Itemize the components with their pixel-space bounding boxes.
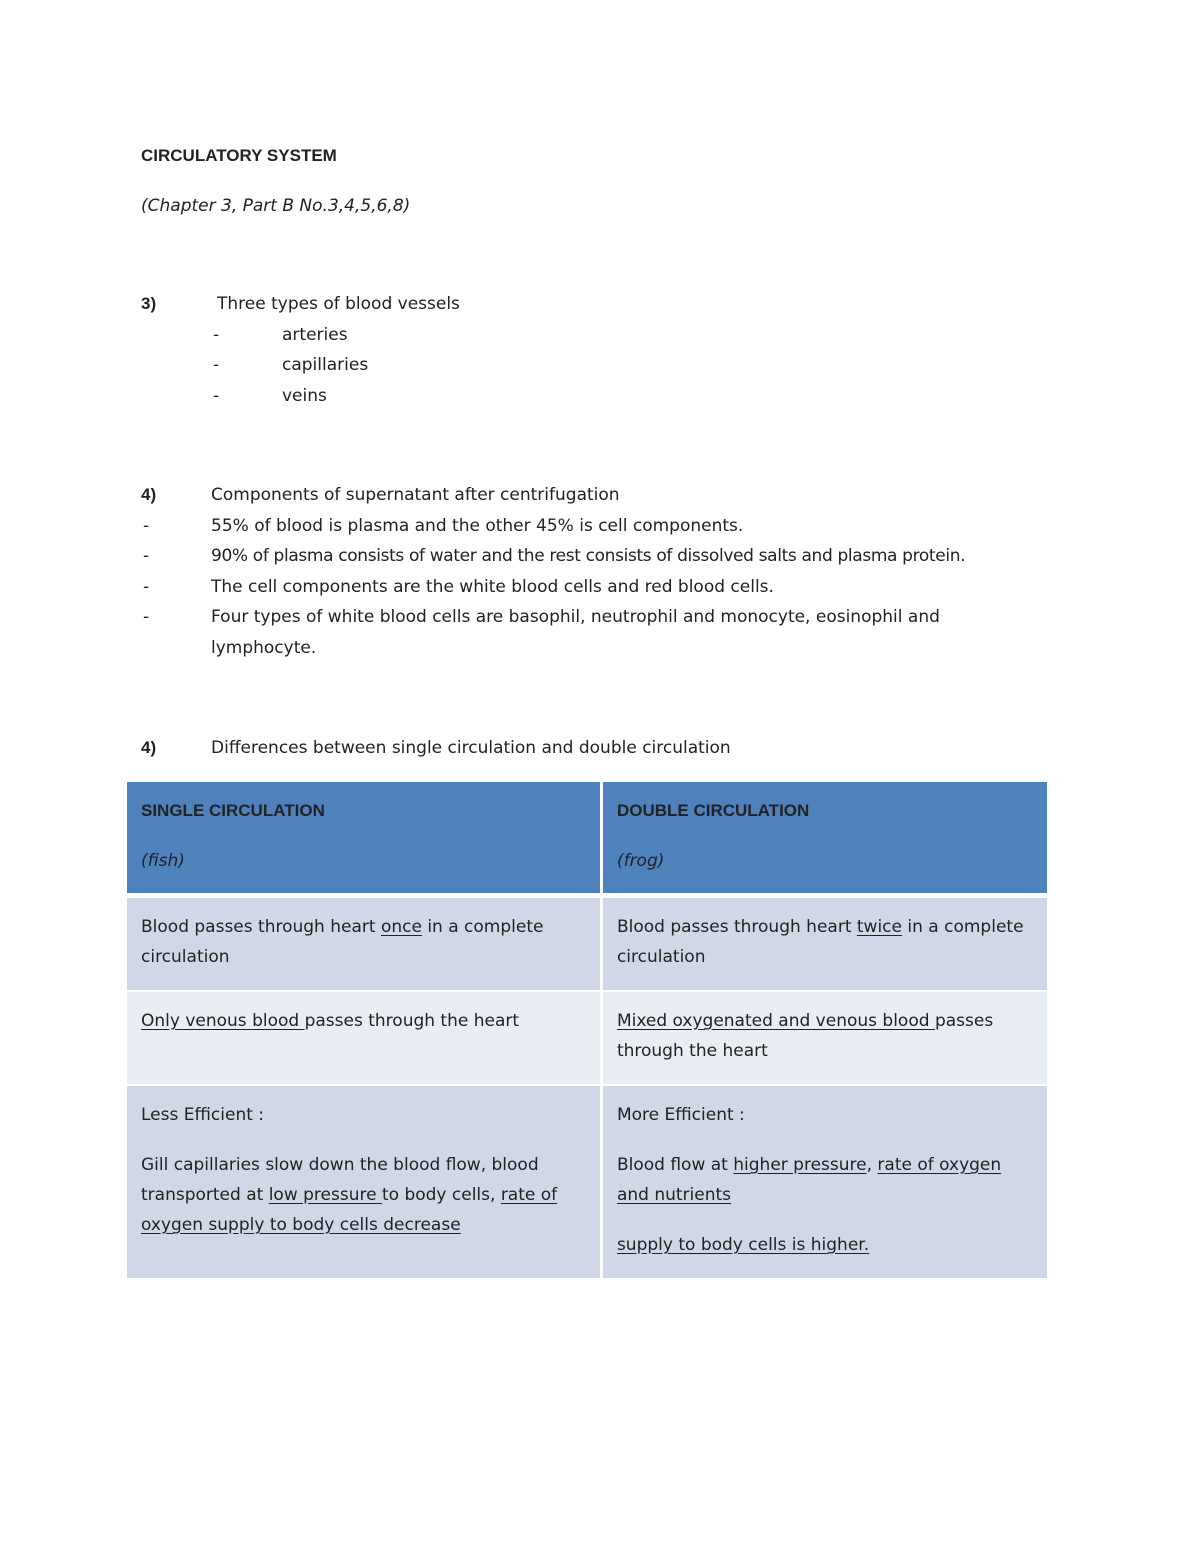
cell-text: in a complete [902,917,1024,937]
q4a-list-item: The cell components are the white blood cells and red blood cells. [211,577,774,597]
comparison-table [127,782,1047,1278]
cell-underlined-text: oxygen supply to body cells decrease [141,1215,461,1235]
table-header-cell-single [127,782,603,898]
cell-text: Gill capillaries slow down the blood flow, blood [141,1155,539,1175]
q4a-list-item: 55% of blood is plasma and the other 45% is cell components. [211,516,744,536]
q3-heading: Three types of blood vessels [217,294,460,314]
cell-text: Blood passes through heart [616,917,857,937]
cell-underlined-text: once [380,917,422,937]
table-cell [603,898,1047,992]
cell-text: to body cells, [381,1185,501,1205]
single-circulation-example: (fish) [141,851,185,871]
cell-text: Blood passes through heart [141,917,381,937]
table-row [127,898,1047,992]
q3-bullet-dash: - [213,355,220,375]
q4a-bullet-dash: - [143,516,150,536]
q4a-bullet-dash: - [143,577,150,597]
cell-text: passes through the heart [304,1011,520,1031]
q3-list-item: capillaries [282,355,369,375]
double-circulation-header: DOUBLE CIRCULATION [616,801,810,820]
table-header-cell-double [603,782,1047,898]
cell-underlined-text: Mixed oxygenated and venous blood [616,1011,935,1031]
page-subtitle: (Chapter 3, Part B No.3,4,5,6,8) [141,196,411,216]
page-title: CIRCULATORY SYSTEM [141,146,337,165]
q4a-bullet-dash: - [143,546,150,566]
cell-text: , [866,1155,878,1175]
cell-underlined-text: rate of oxygen [877,1155,1002,1175]
cell-text: transported at [141,1185,269,1205]
q4a-number: 4) [141,485,157,504]
cell-underlined-text: higher pressure [733,1155,867,1175]
cell-underlined-text: twice [856,917,902,937]
cell-underlined-text: Only venous blood [141,1011,305,1031]
table-header-row [127,782,1047,898]
table-cell [127,898,603,992]
cell-underlined-text: supply to body cells is higher. [616,1235,870,1255]
table-row [127,992,1047,1086]
cell-underlined-text: and nutrients [616,1185,732,1205]
q3-list-item: arteries [282,325,348,345]
q3-bullet-dash: - [213,386,220,406]
table-cell [127,992,603,1086]
single-circulation-header: SINGLE CIRCULATION [141,801,325,820]
q3-bullet-dash: - [213,325,220,345]
cell-text: through the heart [616,1041,768,1061]
less-efficient-label: Less Efficient : [141,1105,265,1125]
double-circulation-example: (frog) [616,851,665,871]
table-cell [603,1086,1047,1278]
cell-text: Blood flow at [616,1155,734,1175]
cell-text: circulation [616,947,706,967]
cell-underlined-text: low pressure [268,1185,382,1205]
q3-list-item: veins [282,386,327,406]
cell-text: passes [934,1011,994,1031]
q4a-list-item: Four types of white blood cells are basophil, neutrophil and monocyte, eosinophil and [211,607,940,627]
cell-text: in a complete [421,917,544,937]
q4a-bullet-dash: - [143,607,150,627]
q3-number: 3) [141,294,157,313]
q4a-list-item: 90% of plasma consists of water and the rest consists of dissolved salts and plasma protein. [211,546,966,566]
table-row [127,1086,1047,1278]
q4b-heading: Differences between single circulation and double circulation [211,738,731,758]
cell-text: circulation [141,947,230,967]
table-cell [603,992,1047,1086]
q4a-heading: Components of supernatant after centrifugation [211,485,620,505]
q4b-number: 4) [141,738,157,757]
table-cell [127,1086,603,1278]
more-efficient-label: More Efficient : [616,1105,745,1125]
cell-underlined-text: rate of [500,1185,558,1205]
q4a-list-item-continuation: lymphocyte. [211,638,317,658]
